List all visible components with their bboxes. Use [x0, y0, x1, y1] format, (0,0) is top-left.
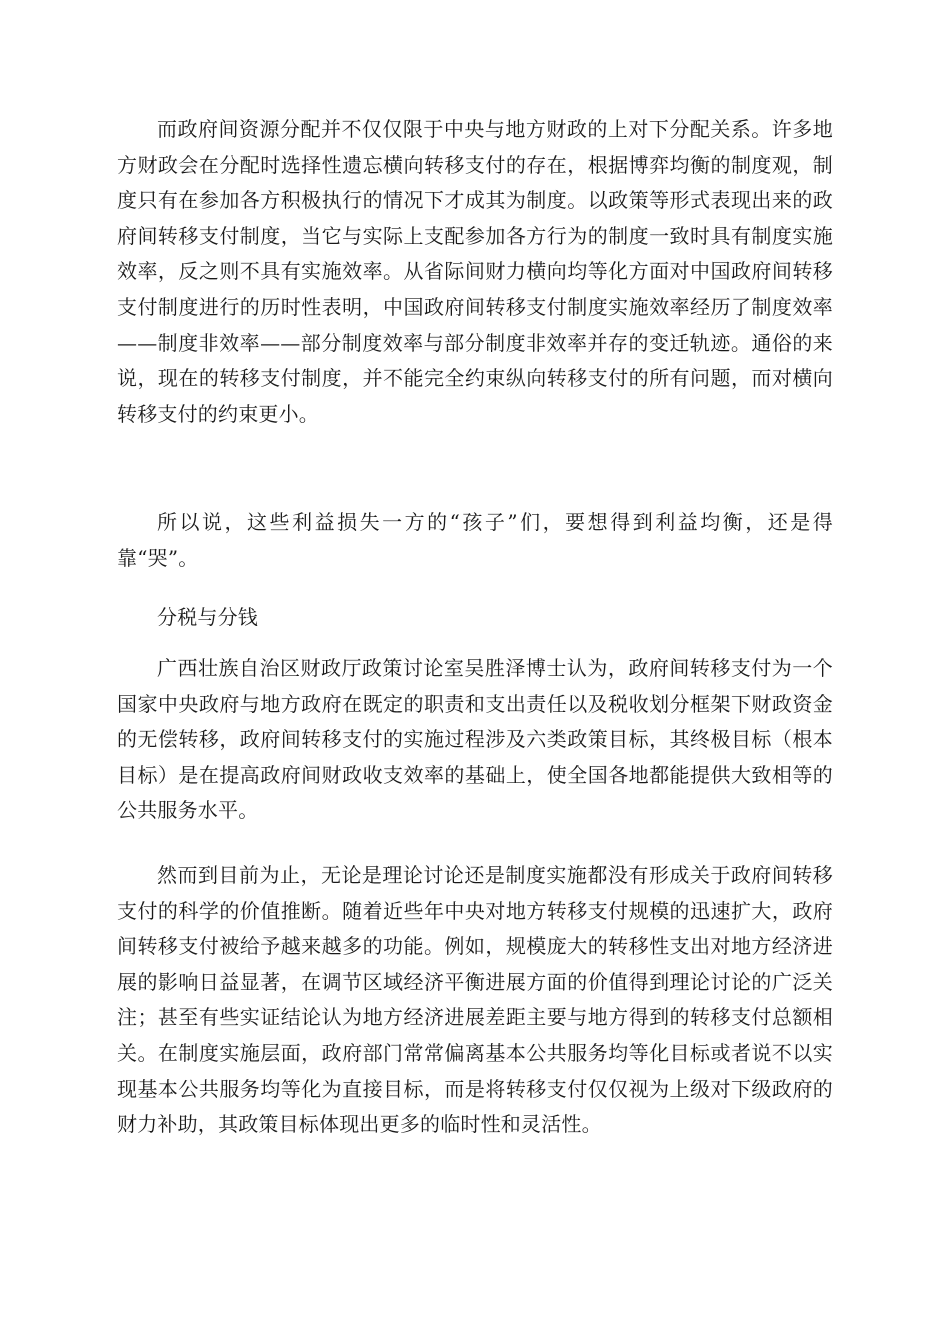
- paragraph-children-crying: 所以说，这些利益损失一方的“孩子”们，要想得到利益均衡，还是得靠“哭”。: [117, 510, 833, 570]
- paragraph-value-judgment: 然而到目前为止，无论是理论讨论还是制度实施都没有形成关于政府间转移支付的科学的价值推断。随着近些年中央对地方转移支付规模的迅速扩大，政府间转移支付被给予越来越多的功能。例如，规模庞大的转移性支出对地方经济进展的影响日益显著，在调节区域经济平衡进展方面的价值得到理论讨论的广泛关注；甚至有些实证结论认为地方经济进展差距主要与地方得到的转移支付总额相关。在制度实施层面，政府部门常常偏离基本公共服务均等化目标或者说不以实现基本公共服务均等化为直接目标，而是将转移支付仅仅视为上级对下级政府的财力补助，其政策目标体现出更多的临时性和灵活性。: [117, 863, 833, 1137]
- section-heading: 分税与分钱: [157, 605, 258, 629]
- paragraph-wu-shengze-view: 广西壮族自治区财政厅政策讨论室吴胜泽博士认为，政府间转移支付为一个国家中央政府与地方政府在既定的职责和支出责任以及税收划分框架下财政资金的无偿转移，政府间转移支付的实施过程涉及六类政策目标，其终极目标（根本目标）是在提高政府间财政收支效率的基础上，使全国各地都能提供大致相等的公共服务水平。: [117, 656, 833, 823]
- paragraph-resource-allocation: 而政府间资源分配并不仅仅限于中央与地方财政的上对下分配关系。许多地方财政会在分配时选择性遗忘横向转移支付的存在，根据博弈均衡的制度观，制度只有在参加各方积极执行的情况下才成其为制度。以政策等形式表现出来的政府间转移支付制度，当它与实际上支配参加各方行为的制度一致时具有制度实施效率，反之则不具有实施效率。从省际间财力横向均等化方面对中国政府间转移支付制度进行的历时性表明，中国政府间转移支付制度实施效率经历了制度效率——制度非效率——部分制度效率与部分制度非效率并存的变迁轨迹。通俗的来说，现在的转移支付制度，并不能完全约束纵向转移支付的所有问题，而对横向转移支付的约束更小。: [117, 117, 833, 426]
